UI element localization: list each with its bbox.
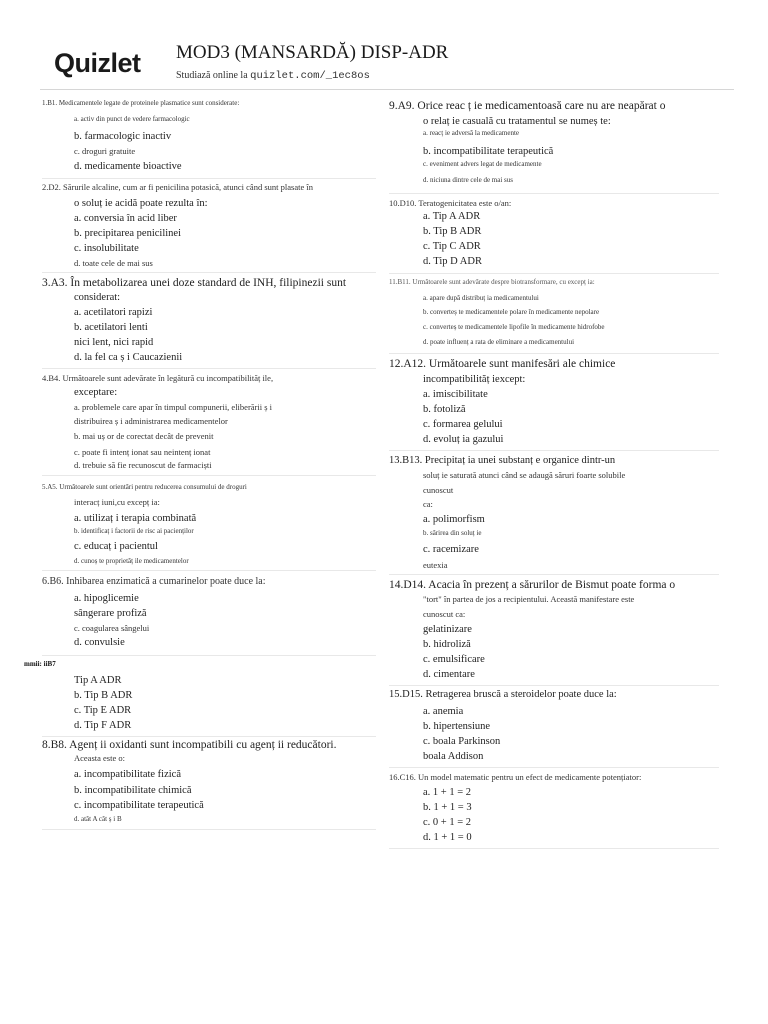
- question-text: 15.D15. Retragerea bruscă a steroidelor poate duce la:: [389, 689, 617, 700]
- option-d: d. niciuna dintre cele de mai sus: [423, 176, 513, 184]
- option-c: c. droguri gratuite: [74, 146, 136, 156]
- question-text: 16.C16. Un model matematic pentru un efect de medicamente potențiator:: [389, 772, 642, 782]
- option-a: a. polimorfism: [423, 514, 485, 525]
- question-text-cont-2: cunoscut: [423, 485, 454, 495]
- question-divider: [389, 574, 719, 575]
- option-c: c. emulsificare: [423, 654, 485, 665]
- option-b: b. mai uș or de corectat decât de prevenit: [74, 431, 214, 441]
- question-text: 5.A5. Următoarele sunt orientări pentru reducerea consumului de droguri: [42, 483, 247, 491]
- question-divider: [389, 273, 719, 274]
- question-divider: [389, 767, 719, 768]
- option-b: b. identificaț i factorii de risc ai pacienților: [74, 527, 194, 535]
- option-b: b. Tip B ADR: [423, 226, 482, 237]
- option-c: c. 0 + 1 = 2: [423, 817, 472, 828]
- question-text: 12.A12. Următoarele sunt manifesări ale chimice: [389, 358, 616, 370]
- option-b: b. acetilatori lenti: [74, 322, 148, 333]
- option-b: b. sărirea din soluț ie: [423, 529, 482, 537]
- question-divider: [389, 848, 719, 849]
- option-d: d. toate cele de mai sus: [74, 258, 153, 268]
- option-a: a. incompatibilitate fizică: [74, 769, 181, 780]
- option-c: c. eveniment advers legat de medicamente: [423, 160, 542, 168]
- option-b: b. fotoliză: [423, 404, 466, 415]
- option-d: d. convulsie: [74, 637, 125, 648]
- option-b: b. 1 + 1 = 3: [423, 802, 472, 813]
- question-text: 13.B13. Precipitaț ia unei substanț e organice dintr-un: [389, 455, 616, 466]
- option-b: b. Tip B ADR: [74, 690, 133, 701]
- option-c: c. racemizare: [423, 544, 479, 555]
- option-d: d. cunoș te proprietăț ile medicamentelor: [74, 557, 189, 565]
- question-text: 1.B1. Medicamentele legate de proteinele plasmatice sunt considerate:: [42, 99, 240, 107]
- option-c: c. converteș te medicamentele lipofile în medicamente hidrofobe: [423, 323, 605, 331]
- option-c: c. Tip C ADR: [423, 241, 481, 252]
- quizlet-logo: Quizlet: [54, 48, 141, 78]
- question-divider: [389, 685, 719, 686]
- question-text-cont: exceptare:: [74, 387, 118, 398]
- question-text-cont-3: ca:: [423, 499, 433, 509]
- study-prefix: Studiază online la: [176, 70, 251, 81]
- option-d: d. evoluț ia gazului: [423, 434, 504, 445]
- option-a: a. activ din punct de vedere farmacologic: [74, 115, 190, 123]
- question-text: 8.B8. Agenț ii oxidanti sunt incompatibili cu agenț ii reducători.: [42, 739, 337, 751]
- option-a: a. utilizaț i terapia combinată: [74, 513, 197, 524]
- question-divider: [42, 475, 376, 476]
- document-title: MOD3 (MANSARDĂ) DISP-ADR: [176, 42, 449, 63]
- question-text-cont: o soluț ie acidă poate rezulta în:: [74, 198, 208, 209]
- question-text-cont: soluț ie saturată atunci când se adaugă săruri foarte solubile: [423, 470, 626, 480]
- question-text-cont: o relaț ie casuală cu tratamentul se numeș te:: [423, 116, 611, 127]
- option-a: a. reacț ie adversă la medicamente: [423, 129, 519, 137]
- option-d: d. poate influenț a rata de eliminare a medicamentului: [423, 338, 575, 346]
- question-text-cont-2: cunoscut ca:: [423, 609, 466, 619]
- question-text: mmii: iiB7: [24, 660, 56, 668]
- option-a: a. 1 + 1 = 2: [423, 787, 472, 798]
- question-divider: [42, 655, 376, 656]
- option-b: b. hipertensiune: [423, 721, 491, 732]
- question-text: 2.D2. Sărurile alcaline, cum ar fi penicilina potasică, atunci când sunt plasate în: [42, 182, 313, 192]
- option-c: c. Tip E ADR: [74, 705, 132, 716]
- question-text-cont: "tort" în partea de jos a recipientului. Această manifestare este: [423, 594, 635, 604]
- option-d: boala Addison: [423, 751, 484, 762]
- option-b: b. precipitarea penicilinei: [74, 228, 181, 239]
- question-divider: [389, 353, 719, 354]
- option-d: d. la fel ca ș i Caucazienii: [74, 352, 183, 363]
- option-b: b. farmacologic inactiv: [74, 131, 172, 142]
- question-text-cont: interacț iuni,cu excepț ia:: [74, 497, 160, 507]
- question-divider: [42, 272, 376, 273]
- option-c: c. educaț i pacientul: [74, 541, 158, 552]
- page-header: [0, 0, 768, 92]
- option-c: c. insolubilitate: [74, 243, 139, 254]
- option-c: nici lent, nici rapid: [74, 337, 154, 348]
- option-b: sângerare profiză: [74, 608, 147, 619]
- question-text-cont: incompatibilităț iexcept:: [423, 374, 526, 385]
- question-divider: [42, 368, 376, 369]
- option-d: d. cimentare: [423, 669, 475, 680]
- option-d: d. trebuie să fie recunoscut de farmaciști: [74, 460, 212, 470]
- option-a: a. imiscibilitate: [423, 389, 488, 400]
- study-online-line: [176, 70, 370, 82]
- option-d: d. Tip F ADR: [74, 720, 132, 731]
- question-divider: [389, 193, 719, 194]
- option-d: d. Tip D ADR: [423, 256, 482, 267]
- option-b: b. hidroliză: [423, 639, 471, 650]
- option-a: a. conversia în acid liber: [74, 213, 177, 224]
- question-text: 4.B4. Următoarele sunt adevărate în legătură cu incompatibilităț ile,: [42, 373, 274, 383]
- option-a: Tip A ADR: [74, 675, 122, 686]
- option-a: a. problemele care apar în timpul compunerii, eliberării ș i: [74, 402, 273, 412]
- option-d: d. atât A cât ș i B: [74, 815, 122, 823]
- header-divider: [40, 89, 734, 90]
- option-c: c. coagularea sângelui: [74, 623, 150, 633]
- option-d: d. medicamente bioactive: [74, 161, 182, 172]
- study-url-link[interactable]: quizlet.com/_1ec8os: [250, 70, 370, 82]
- option-d: eutexia: [423, 560, 448, 570]
- option-c: c. incompatibilitate terapeutică: [74, 800, 204, 811]
- question-text-cont: Aceasta este o:: [74, 753, 125, 763]
- question-text: 14.D14. Acacia în prezenț a sărurilor de Bismut poate forma o: [389, 579, 676, 591]
- option-c: c. boala Parkinson: [423, 736, 501, 747]
- question-text: 11.B11. Următoarele sunt adevărate despre biotransformare, cu excepț ia:: [389, 278, 595, 286]
- option-a: a. anemia: [423, 706, 464, 717]
- option-b: b. converteș te medicamentele polare în medicamente nepolare: [423, 308, 600, 316]
- question-text: 9.A9. Orice reac ț ie medicamentoasă care nu are neapărat o: [389, 100, 666, 112]
- option-a: gelatinizare: [423, 624, 472, 635]
- option-a: a. apare după distribuț ia medicamentului: [423, 294, 539, 302]
- question-divider: [42, 829, 376, 830]
- option-a-cont: distribuirea ș i administrarea medicamentelor: [74, 416, 228, 426]
- option-c: c. poate fi intenț ionat sau neintenț ionat: [74, 447, 211, 457]
- question-divider: [42, 178, 376, 179]
- question-text: 10.D10. Teratogenicitatea este o/an:: [389, 198, 512, 208]
- question-divider: [389, 450, 719, 451]
- option-a: a. Tip A ADR: [423, 211, 481, 222]
- question-text: 6.B6. Inhibarea enzimatică a cumarinelor poate duce la:: [42, 576, 266, 587]
- option-d: d. 1 + 1 = 0: [423, 832, 472, 843]
- question-divider: [42, 570, 376, 571]
- option-a: a. acetilatori rapizi: [74, 307, 153, 318]
- question-divider: [42, 736, 376, 737]
- option-a: a. hipoglicemie: [74, 593, 139, 604]
- option-b: b. incompatibilitate chimică: [74, 785, 192, 796]
- option-c: c. formarea gelului: [423, 419, 503, 430]
- option-b: b. incompatibilitate terapeutică: [423, 146, 554, 157]
- question-text-cont: considerat:: [74, 292, 121, 303]
- question-text: 3.A3. În metabolizarea unei doze standard de INH, filipinezii sunt: [42, 277, 347, 289]
